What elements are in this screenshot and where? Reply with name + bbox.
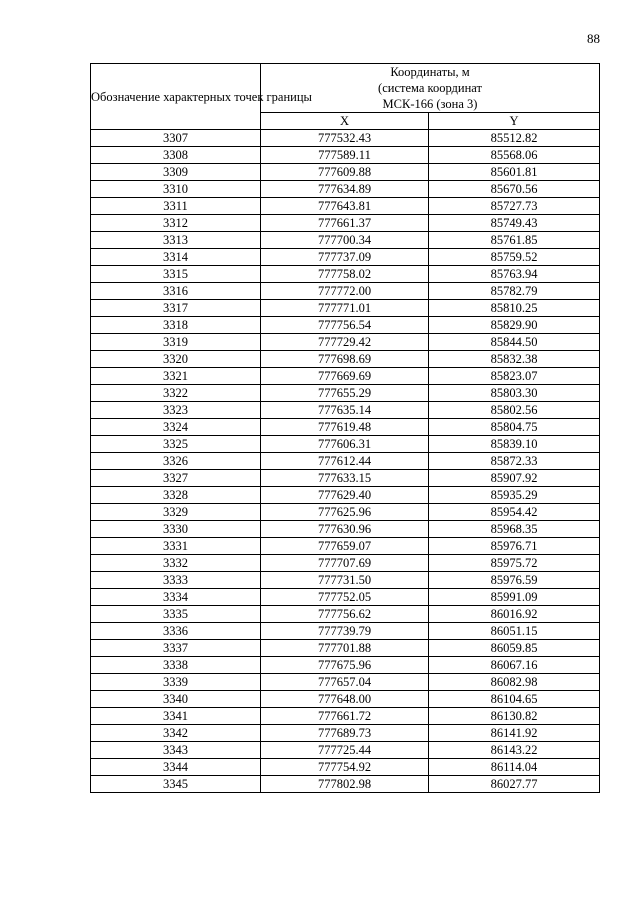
x-coordinate-cell: 777612.44	[261, 453, 429, 470]
x-coordinate-cell: 777772.00	[261, 283, 429, 300]
point-id-cell: 3337	[91, 640, 261, 657]
table-body	[91, 130, 600, 793]
y-coordinate-cell: 86104.65	[429, 691, 600, 708]
y-coordinate-cell: 85954.42	[429, 504, 600, 521]
point-id-cell: 3330	[91, 521, 261, 538]
x-coordinate-cell: 777643.81	[261, 198, 429, 215]
point-id-cell: 3307	[91, 130, 261, 147]
point-id-cell: 3332	[91, 555, 261, 572]
point-id-cell: 3343	[91, 742, 261, 759]
point-id-cell: 3322	[91, 385, 261, 402]
point-id-cell: 3333	[91, 572, 261, 589]
table-row	[91, 334, 600, 351]
x-coordinate-cell: 777669.69	[261, 368, 429, 385]
x-coordinate-cell: 777619.48	[261, 419, 429, 436]
point-id-cell: 3335	[91, 606, 261, 623]
x-coordinate-cell: 777661.72	[261, 708, 429, 725]
x-coordinate-cell: 777634.89	[261, 181, 429, 198]
x-coordinate-cell: 777635.14	[261, 402, 429, 419]
table-row	[91, 351, 600, 368]
x-coordinate-cell: 777739.79	[261, 623, 429, 640]
x-coordinate-cell: 777737.09	[261, 249, 429, 266]
y-coordinate-cell: 85991.09	[429, 589, 600, 606]
table-row	[91, 521, 600, 538]
point-id-cell: 3310	[91, 181, 261, 198]
y-coordinate-cell: 85761.85	[429, 232, 600, 249]
y-coordinate-cell: 85975.72	[429, 555, 600, 572]
point-id-cell: 3341	[91, 708, 261, 725]
point-id-cell: 3345	[91, 776, 261, 793]
table-row	[91, 776, 600, 793]
table-row	[91, 555, 600, 572]
table-row	[91, 249, 600, 266]
point-id-cell: 3325	[91, 436, 261, 453]
point-id-cell: 3311	[91, 198, 261, 215]
coordinates-header	[261, 64, 600, 113]
y-coordinate-cell: 85670.56	[429, 181, 600, 198]
y-coordinate-cell: 86059.85	[429, 640, 600, 657]
x-coordinate-cell: 777625.96	[261, 504, 429, 521]
table-row	[91, 385, 600, 402]
point-id-cell: 3342	[91, 725, 261, 742]
y-coordinate-cell: 85976.59	[429, 572, 600, 589]
table-row	[91, 538, 600, 555]
y-coordinate-cell: 85872.33	[429, 453, 600, 470]
table-row	[91, 742, 600, 759]
y-coordinate-cell: 85727.73	[429, 198, 600, 215]
table-row	[91, 640, 600, 657]
point-id-cell: 3323	[91, 402, 261, 419]
table-row	[91, 215, 600, 232]
table-row	[91, 402, 600, 419]
table-row	[91, 317, 600, 334]
table-row	[91, 623, 600, 640]
table-header	[91, 64, 600, 130]
y-coordinate-cell: 85935.29	[429, 487, 600, 504]
y-coordinate-cell: 85512.82	[429, 130, 600, 147]
point-id-cell: 3329	[91, 504, 261, 521]
y-coordinate-cell: 85968.35	[429, 521, 600, 538]
point-id-cell: 3309	[91, 164, 261, 181]
table-row	[91, 436, 600, 453]
coordinates-header-line3: МСК-166 (зона 3)	[382, 97, 478, 111]
y-coordinate-cell: 86141.92	[429, 725, 600, 742]
point-id-cell: 3321	[91, 368, 261, 385]
table-row	[91, 606, 600, 623]
table-row	[91, 419, 600, 436]
y-coordinate-cell: 85832.38	[429, 351, 600, 368]
point-id-cell: 3313	[91, 232, 261, 249]
x-coordinate-cell: 777633.15	[261, 470, 429, 487]
x-coordinate-cell: 777630.96	[261, 521, 429, 538]
table-row	[91, 691, 600, 708]
x-coordinate-cell: 777689.73	[261, 725, 429, 742]
x-coordinate-cell: 777701.88	[261, 640, 429, 657]
table-row	[91, 147, 600, 164]
y-coordinate-cell: 85749.43	[429, 215, 600, 232]
point-id-cell: 3331	[91, 538, 261, 555]
y-coordinate-cell: 85829.90	[429, 317, 600, 334]
y-coordinate-cell: 85782.79	[429, 283, 600, 300]
x-coordinate-cell: 777675.96	[261, 657, 429, 674]
point-id-cell: 3344	[91, 759, 261, 776]
x-coordinate-cell: 777698.69	[261, 351, 429, 368]
table-row	[91, 130, 600, 147]
y-coordinate-cell: 86016.92	[429, 606, 600, 623]
x-coordinate-cell: 777729.42	[261, 334, 429, 351]
x-coordinate-cell: 777758.02	[261, 266, 429, 283]
x-coordinate-cell: 777655.29	[261, 385, 429, 402]
x-coordinate-cell: 777752.05	[261, 589, 429, 606]
x-coordinate-cell: 777629.40	[261, 487, 429, 504]
point-id-cell: 3326	[91, 453, 261, 470]
table-row	[91, 470, 600, 487]
y-coordinate-cell: 86051.15	[429, 623, 600, 640]
point-id-cell: 3308	[91, 147, 261, 164]
x-coordinate-cell: 777532.43	[261, 130, 429, 147]
y-coordinate-cell: 85763.94	[429, 266, 600, 283]
table-row	[91, 708, 600, 725]
x-coordinate-cell: 777661.37	[261, 215, 429, 232]
y-coordinate-cell: 86082.98	[429, 674, 600, 691]
table-row	[91, 572, 600, 589]
y-coordinate-cell: 85802.56	[429, 402, 600, 419]
y-coordinate-cell: 85568.06	[429, 147, 600, 164]
y-coordinate-cell: 86130.82	[429, 708, 600, 725]
x-coordinate-cell: 777802.98	[261, 776, 429, 793]
coordinates-table	[90, 63, 600, 793]
point-designation-header: Обозначение характерных точек границы	[91, 64, 261, 130]
x-coordinate-cell: 777606.31	[261, 436, 429, 453]
y-coordinate-cell: 85844.50	[429, 334, 600, 351]
y-coordinate-cell: 86027.77	[429, 776, 600, 793]
point-id-cell: 3338	[91, 657, 261, 674]
table-row	[91, 181, 600, 198]
point-id-cell: 3327	[91, 470, 261, 487]
point-id-cell: 3316	[91, 283, 261, 300]
y-coordinate-cell: 85803.30	[429, 385, 600, 402]
point-id-cell: 3339	[91, 674, 261, 691]
table-row	[91, 283, 600, 300]
x-coordinate-cell: 777725.44	[261, 742, 429, 759]
table-row	[91, 164, 600, 181]
table-row	[91, 589, 600, 606]
table-row	[91, 368, 600, 385]
point-id-cell: 3324	[91, 419, 261, 436]
point-id-cell: 3336	[91, 623, 261, 640]
x-coordinate-cell: 777756.54	[261, 317, 429, 334]
point-id-cell: 3314	[91, 249, 261, 266]
table-row	[91, 453, 600, 470]
table-row	[91, 232, 600, 249]
page-number: 88	[587, 31, 600, 46]
x-column-header: X	[261, 113, 429, 130]
table-row	[91, 487, 600, 504]
point-id-cell: 3318	[91, 317, 261, 334]
y-column-header: Y	[429, 113, 600, 130]
y-coordinate-cell: 86114.04	[429, 759, 600, 776]
table-row	[91, 725, 600, 742]
x-coordinate-cell: 777754.92	[261, 759, 429, 776]
table-row	[91, 657, 600, 674]
table-row	[91, 504, 600, 521]
x-coordinate-cell: 777700.34	[261, 232, 429, 249]
x-coordinate-cell: 777648.00	[261, 691, 429, 708]
y-coordinate-cell: 86067.16	[429, 657, 600, 674]
table-row	[91, 198, 600, 215]
x-coordinate-cell: 777589.11	[261, 147, 429, 164]
y-coordinate-cell: 86143.22	[429, 742, 600, 759]
coordinates-header-line1: Координаты, м	[390, 65, 470, 79]
y-coordinate-cell: 85810.25	[429, 300, 600, 317]
point-id-cell: 3328	[91, 487, 261, 504]
table-row	[91, 674, 600, 691]
point-id-cell: 3334	[91, 589, 261, 606]
point-id-cell: 3319	[91, 334, 261, 351]
x-coordinate-cell: 777731.50	[261, 572, 429, 589]
y-coordinate-cell: 85976.71	[429, 538, 600, 555]
y-coordinate-cell: 85601.81	[429, 164, 600, 181]
x-coordinate-cell: 777609.88	[261, 164, 429, 181]
x-coordinate-cell: 777657.04	[261, 674, 429, 691]
x-coordinate-cell: 777771.01	[261, 300, 429, 317]
y-coordinate-cell: 85907.92	[429, 470, 600, 487]
point-id-cell: 3340	[91, 691, 261, 708]
point-id-cell: 3315	[91, 266, 261, 283]
x-coordinate-cell: 777756.62	[261, 606, 429, 623]
x-coordinate-cell: 777659.07	[261, 538, 429, 555]
x-coordinate-cell: 777707.69	[261, 555, 429, 572]
point-id-cell: 3312	[91, 215, 261, 232]
point-id-cell: 3317	[91, 300, 261, 317]
y-coordinate-cell: 85839.10	[429, 436, 600, 453]
y-coordinate-cell: 85823.07	[429, 368, 600, 385]
table-row	[91, 300, 600, 317]
y-coordinate-cell: 85759.52	[429, 249, 600, 266]
y-coordinate-cell: 85804.75	[429, 419, 600, 436]
point-id-cell: 3320	[91, 351, 261, 368]
coordinates-header-line2: (система координат	[378, 81, 482, 95]
table-row	[91, 266, 600, 283]
table-row	[91, 759, 600, 776]
